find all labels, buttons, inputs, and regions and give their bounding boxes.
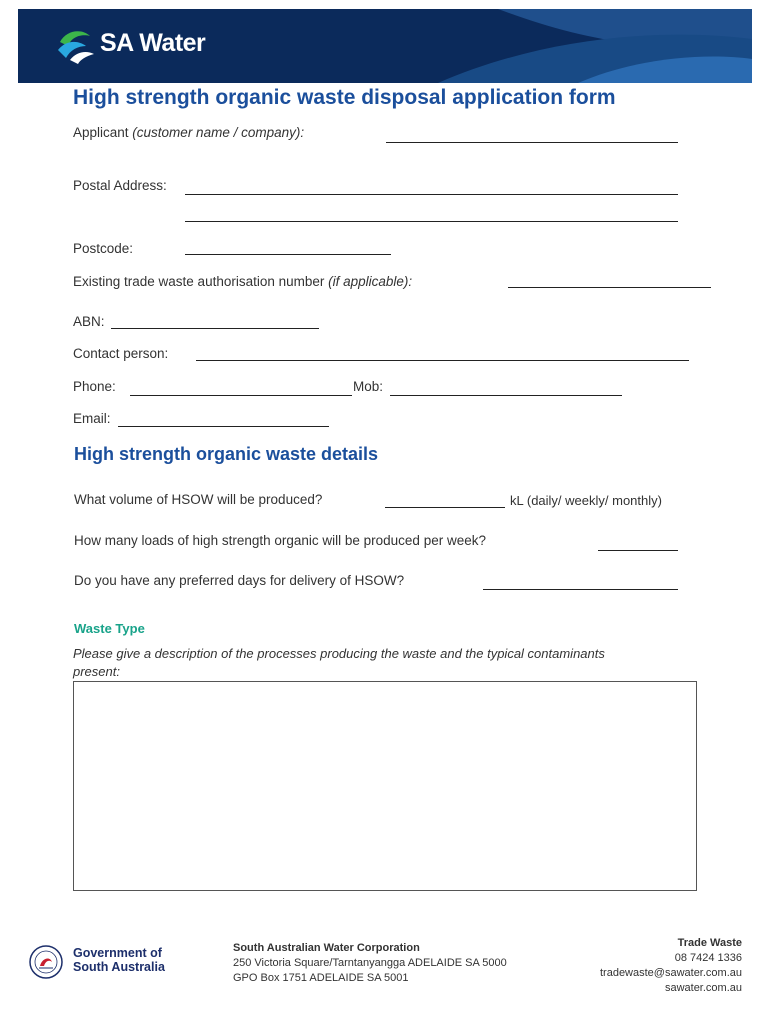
- waste-description-textarea[interactable]: [73, 681, 697, 891]
- postal-address-field-line2[interactable]: [185, 221, 678, 222]
- organisation-name: South Australian Water Corporation: [233, 942, 420, 954]
- footer-address-block: [233, 941, 507, 986]
- abn-label: ABN:: [73, 314, 105, 329]
- footer-email-link[interactable]: tradewaste@sawater.com.au: [599, 967, 742, 979]
- page-title: High strength organic waste disposal application form: [73, 86, 616, 109]
- postcode-field[interactable]: [185, 254, 391, 255]
- sa-water-logo-text: SA Water: [100, 29, 206, 57]
- loads-field[interactable]: [598, 550, 678, 551]
- email-label: Email:: [73, 411, 111, 426]
- department-name: Trade Waste: [677, 937, 742, 949]
- contact-person-field[interactable]: [196, 360, 689, 361]
- contact-person-label: Contact person:: [73, 346, 169, 361]
- waste-type-heading: Waste Type: [74, 621, 145, 636]
- email-field[interactable]: [118, 426, 329, 427]
- postal-address-label: Postal Address:: [73, 178, 167, 193]
- mob-field[interactable]: [390, 395, 622, 396]
- sa-water-logo-icon: [56, 26, 96, 64]
- phone-label: Phone:: [73, 379, 116, 394]
- trade-auth-hint: (if applicable):: [328, 274, 413, 289]
- abn-field[interactable]: [111, 328, 319, 329]
- trade-auth-label: Existing trade waste authorisation number (if applicable):: [73, 274, 413, 289]
- postal-address-field-line1[interactable]: [185, 194, 678, 195]
- phone-field[interactable]: [130, 395, 352, 396]
- footer-website-link[interactable]: sawater.com.au: [664, 982, 742, 994]
- gov-line2: South Australia: [73, 960, 165, 974]
- applicant-label: Applicant (customer name / company):: [73, 125, 305, 140]
- volume-unit: kL (daily/ weekly/ monthly): [510, 493, 662, 508]
- loads-question: How many loads of high strength organic will be produced per week?: [74, 533, 486, 548]
- footer-phone: 08 7424 1336: [674, 952, 742, 964]
- volume-field[interactable]: [385, 507, 505, 508]
- postal-box-address: GPO Box 1751 ADELAIDE SA 5001: [233, 972, 409, 984]
- street-address: 250 Victoria Square/Tarntanyangga ADELAIDE SA 5000: [233, 957, 507, 969]
- applicant-field[interactable]: [386, 142, 678, 143]
- sa-government-crest-icon: [28, 944, 64, 980]
- gov-line1: Government of: [73, 946, 162, 960]
- footer-contact-block: [600, 936, 742, 996]
- trade-auth-field[interactable]: [508, 287, 711, 288]
- delivery-days-field[interactable]: [483, 589, 678, 590]
- postcode-label: Postcode:: [73, 241, 134, 256]
- delivery-days-question: Do you have any preferred days for delivery of HSOW?: [74, 573, 405, 588]
- volume-question: What volume of HSOW will be produced?: [74, 492, 323, 507]
- government-logo-text: [73, 946, 165, 974]
- details-section-title: High strength organic waste details: [74, 444, 379, 464]
- waste-type-instruction: Please give a description of the processes producing the waste and the typical contaminants present:: [73, 646, 605, 679]
- applicant-hint: (customer name / company):: [132, 125, 305, 140]
- mob-label: Mob:: [353, 379, 384, 394]
